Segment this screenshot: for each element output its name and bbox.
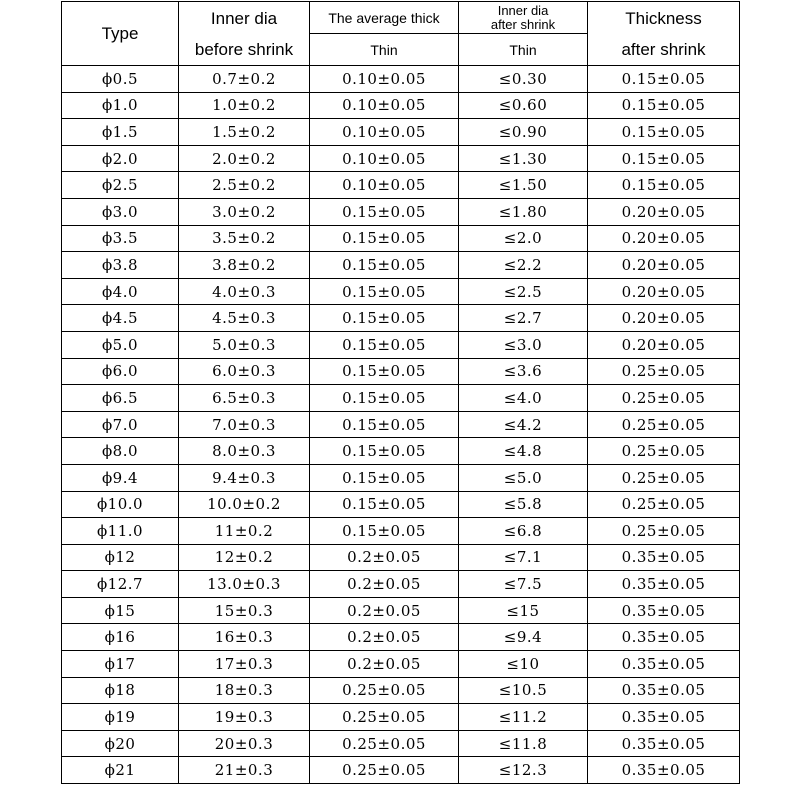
table-row <box>62 677 740 704</box>
inner-dia-after-cell: ≤2.7 <box>459 305 588 332</box>
thickness-after-cell: 0.25±0.05 <box>588 518 740 545</box>
average-thick-cell: 0.15±0.05 <box>310 518 459 545</box>
average-thick-cell: 0.15±0.05 <box>310 464 459 491</box>
type-cell: ϕ6.5 <box>62 385 179 412</box>
table-row <box>62 518 740 545</box>
thickness-after-cell: 0.20±0.05 <box>588 278 740 305</box>
inner-dia-after-cell: ≤0.90 <box>459 119 588 146</box>
thickness-after-cell: 0.35±0.05 <box>588 544 740 571</box>
type-cell: ϕ3.8 <box>62 252 179 279</box>
header-inner-dia-after <box>459 2 588 34</box>
table-row <box>62 358 740 385</box>
inner-dia-after-cell: ≤6.8 <box>459 518 588 545</box>
thickness-after-cell: 0.35±0.05 <box>588 677 740 704</box>
average-thick-cell: 0.15±0.05 <box>310 385 459 412</box>
type-cell: ϕ9.4 <box>62 464 179 491</box>
inner-dia-after-cell: ≤11.8 <box>459 730 588 757</box>
table-row <box>62 544 740 571</box>
average-thick-cell: 0.25±0.05 <box>310 704 459 731</box>
table-row <box>62 172 740 199</box>
type-cell: ϕ2.0 <box>62 145 179 172</box>
table-row <box>62 66 740 93</box>
type-cell: ϕ20 <box>62 730 179 757</box>
header-thickness-after <box>588 2 740 66</box>
header-inner-after-line2: after shrink <box>490 16 556 32</box>
inner-dia-after-cell: ≤5.8 <box>459 491 588 518</box>
inner-dia-before-cell: 4.5±0.3 <box>179 305 310 332</box>
inner-dia-before-cell: 3.8±0.2 <box>179 252 310 279</box>
header-average-thick-label: The average thick <box>328 9 440 26</box>
inner-dia-after-cell: ≤0.30 <box>459 66 588 93</box>
header-inner-after-sub-label: Thin <box>509 41 537 58</box>
table-row <box>62 730 740 757</box>
average-thick-cell: 0.15±0.05 <box>310 491 459 518</box>
inner-dia-after-cell: ≤5.0 <box>459 464 588 491</box>
thickness-after-cell: 0.20±0.05 <box>588 305 740 332</box>
thickness-after-cell: 0.35±0.05 <box>588 730 740 757</box>
header-inner-after-sub <box>459 34 588 66</box>
header-thickness-line1: Thickness <box>625 8 702 28</box>
type-cell: ϕ12 <box>62 544 179 571</box>
average-thick-cell: 0.25±0.05 <box>310 730 459 757</box>
header-average-thick <box>310 2 459 34</box>
average-thick-cell: 0.15±0.05 <box>310 331 459 358</box>
table-row <box>62 651 740 678</box>
thickness-after-cell: 0.15±0.05 <box>588 92 740 119</box>
inner-dia-before-cell: 1.5±0.2 <box>179 119 310 146</box>
inner-dia-before-cell: 3.5±0.2 <box>179 225 310 252</box>
average-thick-cell: 0.15±0.05 <box>310 252 459 279</box>
type-cell: ϕ1.0 <box>62 92 179 119</box>
type-cell: ϕ4.0 <box>62 278 179 305</box>
type-cell: ϕ3.5 <box>62 225 179 252</box>
average-thick-cell: 0.10±0.05 <box>310 92 459 119</box>
average-thick-cell: 0.10±0.05 <box>310 119 459 146</box>
thickness-after-cell: 0.35±0.05 <box>588 624 740 651</box>
type-cell: ϕ3.0 <box>62 198 179 225</box>
thickness-after-cell: 0.25±0.05 <box>588 385 740 412</box>
thickness-after-cell: 0.15±0.05 <box>588 172 740 199</box>
average-thick-cell: 0.15±0.05 <box>310 438 459 465</box>
inner-dia-after-cell: ≤15 <box>459 597 588 624</box>
table-row <box>62 278 740 305</box>
average-thick-cell: 0.15±0.05 <box>310 358 459 385</box>
type-cell: ϕ19 <box>62 704 179 731</box>
inner-dia-before-cell: 9.4±0.3 <box>179 464 310 491</box>
inner-dia-before-cell: 3.0±0.2 <box>179 198 310 225</box>
table-row <box>62 92 740 119</box>
inner-dia-before-cell: 4.0±0.3 <box>179 278 310 305</box>
type-cell: ϕ2.5 <box>62 172 179 199</box>
average-thick-cell: 0.15±0.05 <box>310 225 459 252</box>
table-row <box>62 331 740 358</box>
inner-dia-before-cell: 17±0.3 <box>179 651 310 678</box>
type-cell: ϕ15 <box>62 597 179 624</box>
table-body <box>62 66 740 784</box>
thickness-after-cell: 0.35±0.05 <box>588 704 740 731</box>
header-inner-dia-before <box>179 2 310 66</box>
inner-dia-after-cell: ≤3.0 <box>459 331 588 358</box>
table-row <box>62 704 740 731</box>
inner-dia-before-cell: 15±0.3 <box>179 597 310 624</box>
inner-dia-after-cell: ≤7.1 <box>459 544 588 571</box>
thickness-after-cell: 0.20±0.05 <box>588 225 740 252</box>
table-row <box>62 624 740 651</box>
inner-dia-before-cell: 6.5±0.3 <box>179 385 310 412</box>
table-row <box>62 571 740 598</box>
inner-dia-after-cell: ≤1.50 <box>459 172 588 199</box>
inner-dia-before-cell: 11±0.2 <box>179 518 310 545</box>
inner-dia-before-cell: 0.7±0.2 <box>179 66 310 93</box>
inner-dia-before-cell: 1.0±0.2 <box>179 92 310 119</box>
type-cell: ϕ1.5 <box>62 119 179 146</box>
average-thick-cell: 0.25±0.05 <box>310 757 459 784</box>
inner-dia-before-cell: 13.0±0.3 <box>179 571 310 598</box>
inner-dia-before-cell: 8.0±0.3 <box>179 438 310 465</box>
average-thick-cell: 0.2±0.05 <box>310 571 459 598</box>
inner-dia-before-cell: 12±0.2 <box>179 544 310 571</box>
table-row <box>62 464 740 491</box>
average-thick-cell: 0.2±0.05 <box>310 544 459 571</box>
average-thick-cell: 0.2±0.05 <box>310 651 459 678</box>
type-cell: ϕ16 <box>62 624 179 651</box>
thickness-after-cell: 0.35±0.05 <box>588 571 740 598</box>
header-row-top <box>62 2 740 34</box>
type-cell: ϕ4.5 <box>62 305 179 332</box>
header-average-thick-sub <box>310 34 459 66</box>
table-row <box>62 411 740 438</box>
header-average-thick-sub-label: Thin <box>370 41 398 58</box>
average-thick-cell: 0.10±0.05 <box>310 66 459 93</box>
table-row <box>62 225 740 252</box>
inner-dia-after-cell: ≤1.80 <box>459 198 588 225</box>
table-row <box>62 198 740 225</box>
inner-dia-before-cell: 16±0.3 <box>179 624 310 651</box>
thickness-after-cell: 0.25±0.05 <box>588 491 740 518</box>
thickness-after-cell: 0.25±0.05 <box>588 464 740 491</box>
inner-dia-before-cell: 10.0±0.2 <box>179 491 310 518</box>
average-thick-cell: 0.10±0.05 <box>310 172 459 199</box>
type-cell: ϕ17 <box>62 651 179 678</box>
inner-dia-before-cell: 2.5±0.2 <box>179 172 310 199</box>
inner-dia-after-cell: ≤7.5 <box>459 571 588 598</box>
inner-dia-after-cell: ≤11.2 <box>459 704 588 731</box>
table-row <box>62 385 740 412</box>
inner-dia-after-cell: ≤10.5 <box>459 677 588 704</box>
header-inner-dia-line2: before shrink <box>194 39 294 59</box>
type-cell: ϕ11.0 <box>62 518 179 545</box>
table-row <box>62 597 740 624</box>
average-thick-cell: 0.25±0.05 <box>310 677 459 704</box>
thickness-after-cell: 0.15±0.05 <box>588 66 740 93</box>
thickness-after-cell: 0.15±0.05 <box>588 145 740 172</box>
inner-dia-after-cell: ≤4.8 <box>459 438 588 465</box>
thickness-after-cell: 0.15±0.05 <box>588 119 740 146</box>
header-thickness-line2: after shrink <box>621 39 706 59</box>
inner-dia-before-cell: 2.0±0.2 <box>179 145 310 172</box>
average-thick-cell: 0.15±0.05 <box>310 411 459 438</box>
type-cell: ϕ7.0 <box>62 411 179 438</box>
table-row <box>62 491 740 518</box>
inner-dia-after-cell: ≤2.2 <box>459 252 588 279</box>
table-row <box>62 119 740 146</box>
inner-dia-after-cell: ≤2.0 <box>459 225 588 252</box>
average-thick-cell: 0.15±0.05 <box>310 278 459 305</box>
table-row <box>62 145 740 172</box>
header-type-label: Type <box>101 23 139 43</box>
inner-dia-before-cell: 6.0±0.3 <box>179 358 310 385</box>
inner-dia-after-cell: ≤4.2 <box>459 411 588 438</box>
type-cell: ϕ18 <box>62 677 179 704</box>
table-row <box>62 252 740 279</box>
thickness-after-cell: 0.20±0.05 <box>588 331 740 358</box>
type-cell: ϕ5.0 <box>62 331 179 358</box>
thickness-after-cell: 0.35±0.05 <box>588 757 740 784</box>
inner-dia-after-cell: ≤9.4 <box>459 624 588 651</box>
thickness-after-cell: 0.35±0.05 <box>588 651 740 678</box>
inner-dia-after-cell: ≤10 <box>459 651 588 678</box>
inner-dia-before-cell: 5.0±0.3 <box>179 331 310 358</box>
header-type <box>62 2 179 66</box>
inner-dia-before-cell: 20±0.3 <box>179 730 310 757</box>
thickness-after-cell: 0.35±0.05 <box>588 597 740 624</box>
type-cell: ϕ6.0 <box>62 358 179 385</box>
table-row <box>62 305 740 332</box>
type-cell: ϕ12.7 <box>62 571 179 598</box>
inner-dia-after-cell: ≤1.30 <box>459 145 588 172</box>
inner-dia-after-cell: ≤0.60 <box>459 92 588 119</box>
inner-dia-after-cell: ≤12.3 <box>459 757 588 784</box>
inner-dia-after-cell: ≤3.6 <box>459 358 588 385</box>
table-row <box>62 438 740 465</box>
header-inner-dia-line1: Inner dia <box>210 8 278 28</box>
thickness-after-cell: 0.25±0.05 <box>588 438 740 465</box>
header-inner-after-line1: Inner dia <box>497 2 549 18</box>
inner-dia-before-cell: 7.0±0.3 <box>179 411 310 438</box>
average-thick-cell: 0.15±0.05 <box>310 305 459 332</box>
inner-dia-before-cell: 21±0.3 <box>179 757 310 784</box>
spec-table <box>61 1 740 784</box>
type-cell: ϕ8.0 <box>62 438 179 465</box>
thickness-after-cell: 0.20±0.05 <box>588 198 740 225</box>
thickness-after-cell: 0.25±0.05 <box>588 358 740 385</box>
type-cell: ϕ10.0 <box>62 491 179 518</box>
type-cell: ϕ0.5 <box>62 66 179 93</box>
average-thick-cell: 0.10±0.05 <box>310 145 459 172</box>
type-cell: ϕ21 <box>62 757 179 784</box>
table-row <box>62 757 740 784</box>
average-thick-cell: 0.2±0.05 <box>310 597 459 624</box>
inner-dia-after-cell: ≤4.0 <box>459 385 588 412</box>
average-thick-cell: 0.15±0.05 <box>310 198 459 225</box>
thickness-after-cell: 0.25±0.05 <box>588 411 740 438</box>
inner-dia-after-cell: ≤2.5 <box>459 278 588 305</box>
average-thick-cell: 0.2±0.05 <box>310 624 459 651</box>
inner-dia-before-cell: 18±0.3 <box>179 677 310 704</box>
thickness-after-cell: 0.20±0.05 <box>588 252 740 279</box>
inner-dia-before-cell: 19±0.3 <box>179 704 310 731</box>
